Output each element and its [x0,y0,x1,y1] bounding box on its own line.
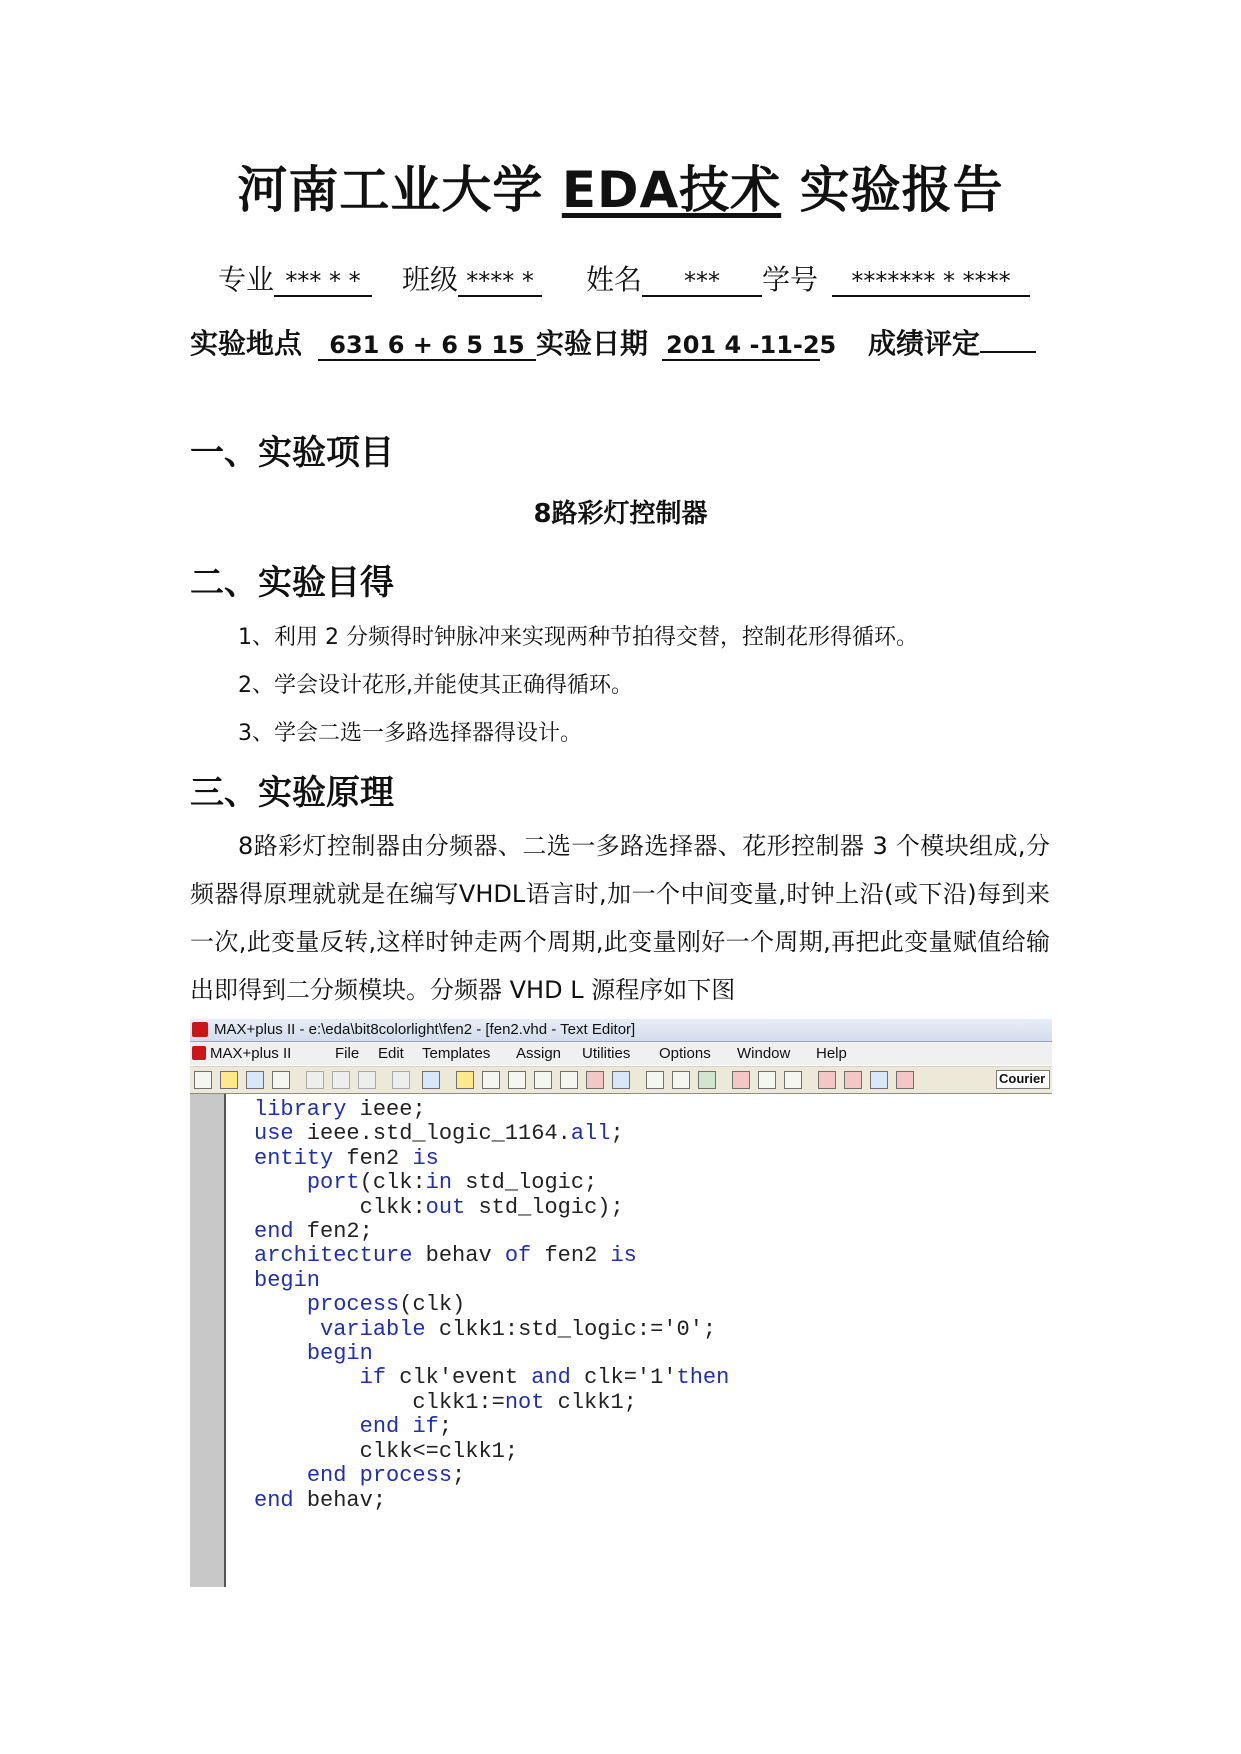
code-line: end if; [359,1414,453,1440]
menu-app-icon[interactable] [192,1046,206,1060]
code-line: end fen2; [254,1219,373,1245]
objective-item-1: 1、利用 2 分频得时钟脉冲来实现两种节拍得交替，控制花形得循环。 [238,625,918,650]
location-label: 实验地点 [190,327,303,360]
toolbar [190,1066,1052,1094]
objective-item-2: 2、学会设计花形,并能使其正确得循环。 [238,673,633,698]
title-part2: EDA技术 [561,161,782,219]
section2-heading: 二、实验目得 [190,563,394,603]
editor-gutter [190,1094,226,1587]
code-line: begin [306,1341,373,1367]
menu-edit[interactable]: Edit [378,1045,404,1062]
major-value: *** * * [274,267,372,297]
view-a-icon[interactable] [818,1071,836,1089]
code-line: clkk<=clkk1; [359,1438,519,1464]
code-line: end behav; [254,1487,387,1513]
open-file-icon[interactable] [220,1071,238,1089]
code-line: architecture behav of fen2 is [254,1243,637,1269]
code-line: if clk'event and clk='1'then [359,1365,730,1391]
vhdl-code [254,1098,729,1513]
code-line: clkk:out std_logic); [359,1194,624,1220]
copy-icon[interactable] [332,1071,350,1089]
code-line: variable clkk1:std_logic:='0'; [320,1316,717,1342]
id-value: ******* * **** [832,267,1030,297]
report-title [0,150,1241,222]
compile-icon[interactable] [534,1071,552,1089]
simulate-icon[interactable] [560,1071,578,1089]
cut-icon[interactable] [306,1071,324,1089]
hierarchy-icon[interactable] [482,1071,500,1089]
maxplus-screenshot [190,1019,1052,1587]
view-ba-icon[interactable] [844,1071,862,1089]
timing-icon[interactable] [586,1071,604,1089]
paste-icon[interactable] [358,1071,376,1089]
menu-assign[interactable]: Assign [516,1045,562,1062]
view-list-icon[interactable] [896,1071,914,1089]
code-line: entity fen2 is [254,1145,439,1171]
window-titlebar [190,1019,1052,1042]
student-info-row [218,258,1078,298]
project-icon[interactable] [646,1071,664,1089]
title-part1: 河南工业大学 [237,161,562,219]
window-title: MAX+plus II - e:\eda\bit8colorlight\fen2 - [fen2.vhd - Text Editor] [214,1021,636,1038]
code-line: begin [254,1267,321,1293]
menu-maxplus[interactable]: MAX+plus II [210,1045,292,1062]
save-compile-icon[interactable] [784,1071,802,1089]
help-pointer-icon[interactable] [422,1071,440,1089]
code-line: clkk1:=not clkk1; [254,1389,637,1415]
date-label: 实验日期 [536,327,649,360]
program-icon[interactable] [612,1071,630,1089]
menu-options[interactable]: Options [659,1045,711,1062]
section1-heading: 一、实验项目 [190,433,394,473]
menu-file[interactable]: File [335,1045,360,1062]
location-value: 631 6 + 6 5 15 [318,331,536,361]
grade-label: 成绩评定 [868,327,981,360]
principle-paragraph: 8路彩灯控制器由分频器、二选一多路选择器、花形控制器 3 个模块组成,分频器得原理就就是在编写VHDL语言时,加一个中间变量,时钟上沿(或下沿)每到来一次,此变量反转,这样时钟走两个周期,此变量刚好一个周期,再把此变量赋值给输出即得到二分频模块。分频器 VHD L 源程序如下图 [190,832,1050,1004]
undo-icon[interactable] [392,1071,410,1089]
app-icon [192,1022,208,1037]
experiment-info-row [190,322,1050,362]
major-label: 专业 [218,263,275,296]
project-top-icon[interactable] [672,1071,690,1089]
name-label: 姓名 [586,263,643,296]
warning-icon[interactable] [456,1071,474,1089]
floorplan-icon[interactable] [508,1071,526,1089]
menu-window[interactable]: Window [737,1045,791,1062]
view-link-icon[interactable] [870,1071,888,1089]
menu-templates[interactable]: Templates [422,1045,491,1062]
code-line: port(clk:in std_logic; [306,1170,598,1196]
print-icon[interactable] [272,1071,290,1089]
grade-value [980,351,1036,353]
class-label: 班级 [402,263,459,296]
font-selector[interactable]: Courier [996,1070,1050,1089]
code-line: library ieee; [254,1097,426,1122]
code-line: use ieee.std_logic_1164.all; [254,1121,624,1147]
name-value: *** [642,267,762,297]
project-name: 8路彩灯控制器 [533,499,708,529]
class-value: **** * [458,267,542,297]
menu-utilities[interactable]: Utilities [582,1045,631,1062]
code-line: end process; [306,1463,466,1489]
checkbox-icon[interactable] [732,1071,750,1089]
date-value: 201 4 -11-25 [662,331,820,361]
code-line: process(clk) [306,1292,466,1318]
hierarchy-display-icon[interactable] [698,1071,716,1089]
save-icon[interactable] [246,1071,264,1089]
objective-item-3: 3、学会二选一多路选择器得设计。 [238,721,582,746]
menu-help[interactable]: Help [816,1045,847,1062]
new-file-icon[interactable] [194,1071,212,1089]
title-part3: 实验报告 [781,161,1004,219]
text-editor[interactable] [226,1094,1052,1587]
menu-bar [190,1042,1052,1065]
section3-heading: 三、实验原理 [190,773,394,813]
save-check-icon[interactable] [758,1071,776,1089]
id-label: 学号 [762,263,819,296]
